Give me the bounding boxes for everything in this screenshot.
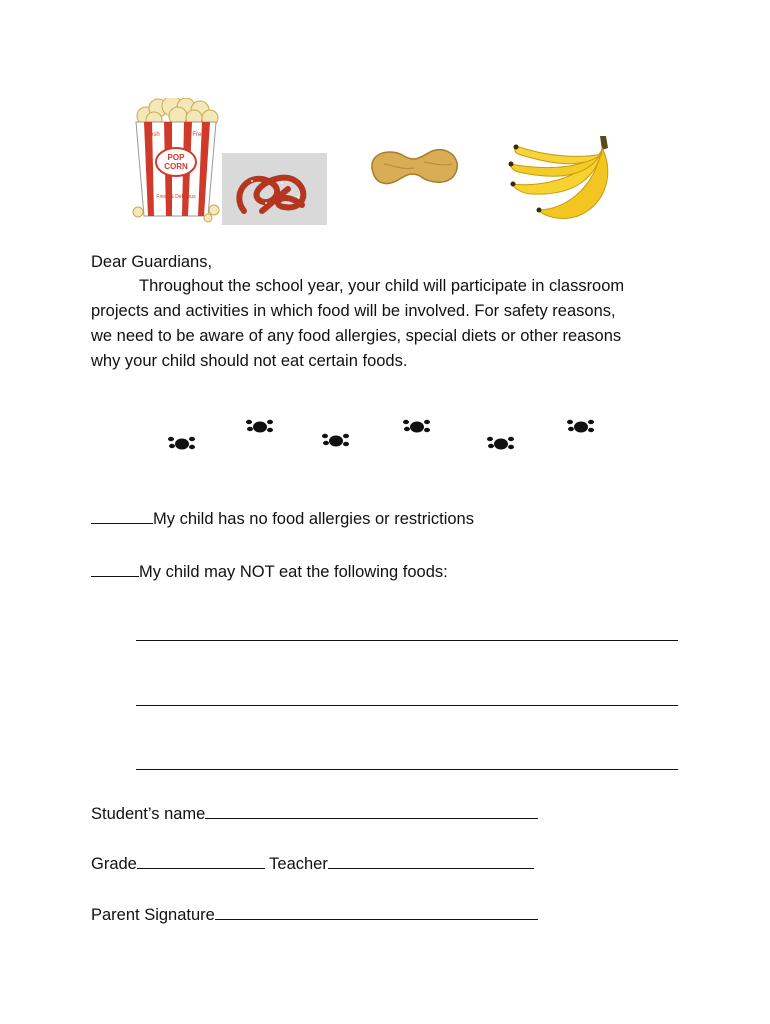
grade-field[interactable] [137, 852, 265, 869]
option-no-allergies-label: My child has no food allergies or restrictions [153, 510, 474, 528]
salutation: Dear Guardians, [91, 253, 213, 271]
food-line-1[interactable] [136, 640, 678, 641]
option-no-allergies [91, 507, 474, 532]
grade-teacher-row [91, 852, 534, 877]
parent-signature-label: Parent Signature [91, 906, 215, 924]
paw-print-icon [403, 420, 430, 433]
letter-line-1: Throughout the school year, your child will participate in classroom [139, 277, 625, 295]
paw-print-icon [322, 434, 349, 447]
svg-text:Fresh & Delicious: Fresh & Delicious [156, 194, 196, 200]
student-name-label: Student’s name [91, 805, 206, 823]
paw-print-icon [168, 437, 195, 450]
letter-line-3: we need to be aware of any food allergies, special diets or other reasons [91, 327, 622, 345]
letter-line-4: why your child should not eat certain foods. [91, 352, 408, 370]
svg-text:Fresh: Fresh [144, 132, 160, 138]
student-name-field[interactable] [205, 802, 538, 819]
popcorn-image [128, 98, 224, 226]
grade-label: Grade [91, 855, 137, 873]
svg-text:Fresh: Fresh [192, 132, 208, 138]
food-line-2[interactable] [136, 705, 678, 706]
checkbox-blank-no-allergies[interactable] [91, 507, 153, 524]
parent-signature-field[interactable] [215, 903, 538, 920]
banana-image [504, 130, 626, 222]
svg-text:POP: POP [167, 153, 185, 162]
paw-print-icon [567, 420, 594, 433]
peanut-icon [364, 142, 464, 190]
parent-signature-row [91, 903, 538, 928]
paw-prints-decoration [160, 408, 610, 458]
letter-line-2: projects and activities in which food will be involved. For safety reasons, [91, 302, 616, 320]
popcorn-box-icon [128, 98, 224, 226]
paw-print-icon [487, 437, 514, 450]
student-name-row [91, 802, 538, 827]
peanut-image [364, 142, 464, 190]
option-restricted [91, 560, 448, 585]
pretzel-image [222, 153, 327, 225]
teacher-label: Teacher [269, 855, 328, 873]
banana-bunch-icon [504, 130, 626, 222]
option-restricted-label: My child may NOT eat the following foods: [139, 563, 448, 581]
food-line-3[interactable] [136, 769, 678, 770]
svg-text:CORN: CORN [164, 162, 188, 171]
teacher-field[interactable] [328, 852, 534, 869]
paw-print-icon [246, 420, 273, 433]
pretzel-icon [222, 153, 327, 225]
checkbox-blank-restricted[interactable] [91, 560, 139, 577]
